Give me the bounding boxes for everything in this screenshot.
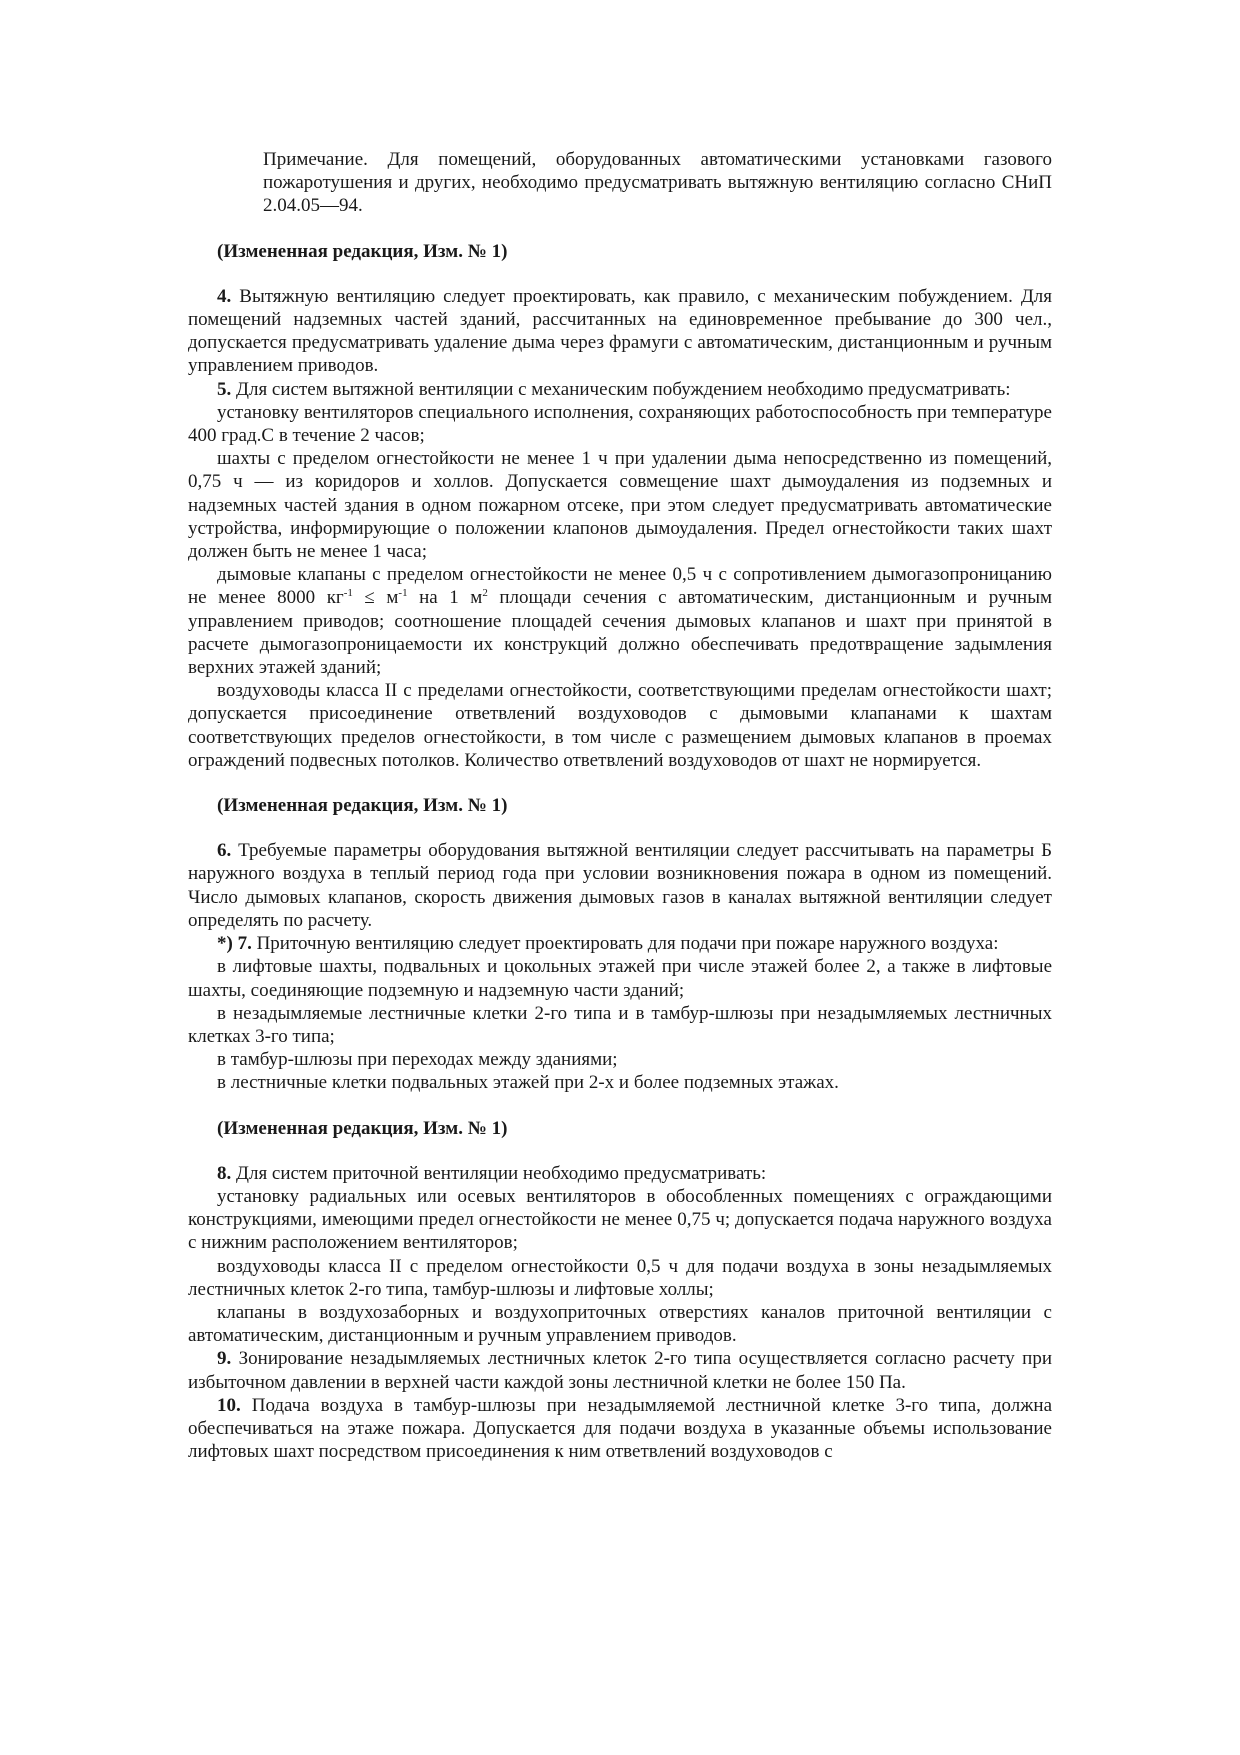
clause-5: [188, 378, 1052, 401]
note-paragraph: Примечание. Для помещений, оборудованных автоматическими установками газового пожаротушения и других, необходимо предусматривать вытяжную вентиляцию согласно СНиП 2.04.05—94.: [263, 149, 1052, 217]
amendment-note: (Измененная редакция, Изм. № 1): [217, 1117, 508, 1139]
clause-8-item: установку радиальных или осевых вентиляторов в обособленных помещениях с ограждающими конструкциями, имеющими предел огнестойкости не менее 0,75 ч; допускается подача наружного воздуха с нижним расположением вентиляторов;: [188, 1185, 1052, 1254]
clause-7-item: в лестничные клетки подвальных этажей при 2-х и более подземных этажах.: [217, 1072, 839, 1094]
clause-5-item-ducts: воздуховоды класса II с пределами огнестойкости, соответствующими пределам огнестойкости шахт; допускается присоединение ответвлений воздуховодов с дымовыми клапанами к шахтам соответствующих пределов огнестойкости, в том числе с размещением дымовых клапанов в проемах ограждений подвесных потолков. Количество ответвлений воздуховодов от шахт не нормируется.: [188, 680, 1052, 771]
clause-8: [188, 1162, 1052, 1185]
clause-number: 10.: [217, 1394, 241, 1416]
document-body: [188, 148, 1052, 1463]
clause-5-item-fans: установку вентиляторов специального исполнения, сохраняющих работоспособность при температуре 400 град.С в течение 2 часов;: [188, 401, 1052, 447]
clause-6: [188, 839, 1052, 932]
clause-number: 5.: [217, 378, 232, 400]
clause-number: 8.: [217, 1162, 232, 1184]
clause-10: [188, 1394, 1052, 1464]
clause-9: [188, 1347, 1052, 1393]
clause-7-item: в тамбур-шлюзы при переходах между зданиями;: [217, 1049, 618, 1071]
clause-number: 6.: [217, 840, 232, 862]
clause-5-item-shafts: шахты с пределом огнестойкости не менее 1 ч при удалении дыма непосредственно из помещений, 0,75 ч — из коридоров и холлов. Допускается совмещение шахт дымоудаления из подземных и надземных частей здания в одном пожарном отсеке, при этом следует предусматривать автоматические устройства, информирующие о положении клапонов дымоудаления. Предел огнестойкости таких шахт должен быть не менее 1 часа;: [188, 448, 1052, 563]
clause-8-item: воздуховоды класса II с пределом огнестойкости 0,5 ч для подачи воздуха в зоны незадымляемых лестничных клеток 2-го типа, тамбур-шлюзы и лифтовые холлы;: [188, 1255, 1052, 1300]
clause-text: Для систем приточной вентиляции необходимо предусматривать:: [236, 1162, 767, 1184]
clause-number: 4.: [217, 285, 232, 307]
clause-number: *) 7.: [217, 933, 252, 955]
clause-7-item: в незадымляемые лестничные клетки 2-го типа и в тамбур-шлюзы при незадымляемых лестничных клетках 3-го типа;: [188, 1002, 1052, 1047]
clause-7: [188, 932, 1052, 955]
clause-text: Для систем вытяжной вентиляции с механическим побуждением необходимо предусматривать:: [236, 378, 1011, 400]
clause-text: Требуемые параметры оборудования вытяжной вентиляции следует рассчитывать на параметры Б наружного воздуха в теплый период года при условии возникновения пожара в одном из помещений. Число дымовых клапанов, скорость движения дымовых газов в каналах вытяжной вентиляции следует определять по расчету.: [188, 840, 1053, 931]
clause-number: 9.: [217, 1348, 232, 1370]
clause-7-item: в лифтовые шахты, подвальных и цокольных этажей при числе этажей более 2, а также в лифтовые шахты, соединяющие подземную и надземную части зданий;: [188, 956, 1052, 1001]
amendment-note: (Измененная редакция, Изм. № 1): [217, 240, 508, 262]
clause-text: Приточную вентиляцию следует проектировать для подачи при пожаре наружного воздуха:: [256, 933, 999, 955]
amendment-note: (Измененная редакция, Изм. № 1): [217, 795, 508, 817]
clause-4: [188, 285, 1052, 378]
clause-5-item-valves: дымовые клапаны с пределом огнестойкости не менее 0,5 ч с сопротивлением дымогазопроницанию не менее 8000 $кг^{-1} \le м^{-1}$ на 1 $м^2$ площади сечения с автоматическим, дистанционным и ручным управлением приводов; соотношение площадей сечения дымовых клапанов и шахт при принятой в расчете дымогазопроницаемости их конструкций должно обеспечивать предотвращение задымления верхних этажей зданий;: [188, 564, 1053, 679]
clause-text: Вытяжную вентиляцию следует проектировать, как правило, с механическим побуждением. Для помещений надземных частей зданий, рассчитанных на единовременное пребывание до 300 чел., допускается предусматривать удаление дыма через фрамуги с автоматическим, дистанционным и ручным управлением приводов.: [188, 285, 1053, 377]
clause-text: Подача воздуха в тамбур-шлюзы при незадымляемой лестничной клетке 3-го типа, должна обеспечиваться на этаже пожара. Допускается для подачи воздуха в указанные объемы использование лифтовых шахт посредством присоединения к ним ответвлений воздуховодов с: [188, 1394, 1052, 1463]
clause-8-item: клапаны в воздухозаборных и воздухоприточных отверстиях каналов приточной вентиляции с автоматическим, дистанционным и ручным управлением приводов.: [188, 1301, 1052, 1347]
clause-text: Зонирование незадымляемых лестничных клеток 2-го типа осуществляется согласно расчету при избыточном давлении в верхней части каждой зоны лестничной клетки не более 150 Па.: [188, 1348, 1052, 1393]
